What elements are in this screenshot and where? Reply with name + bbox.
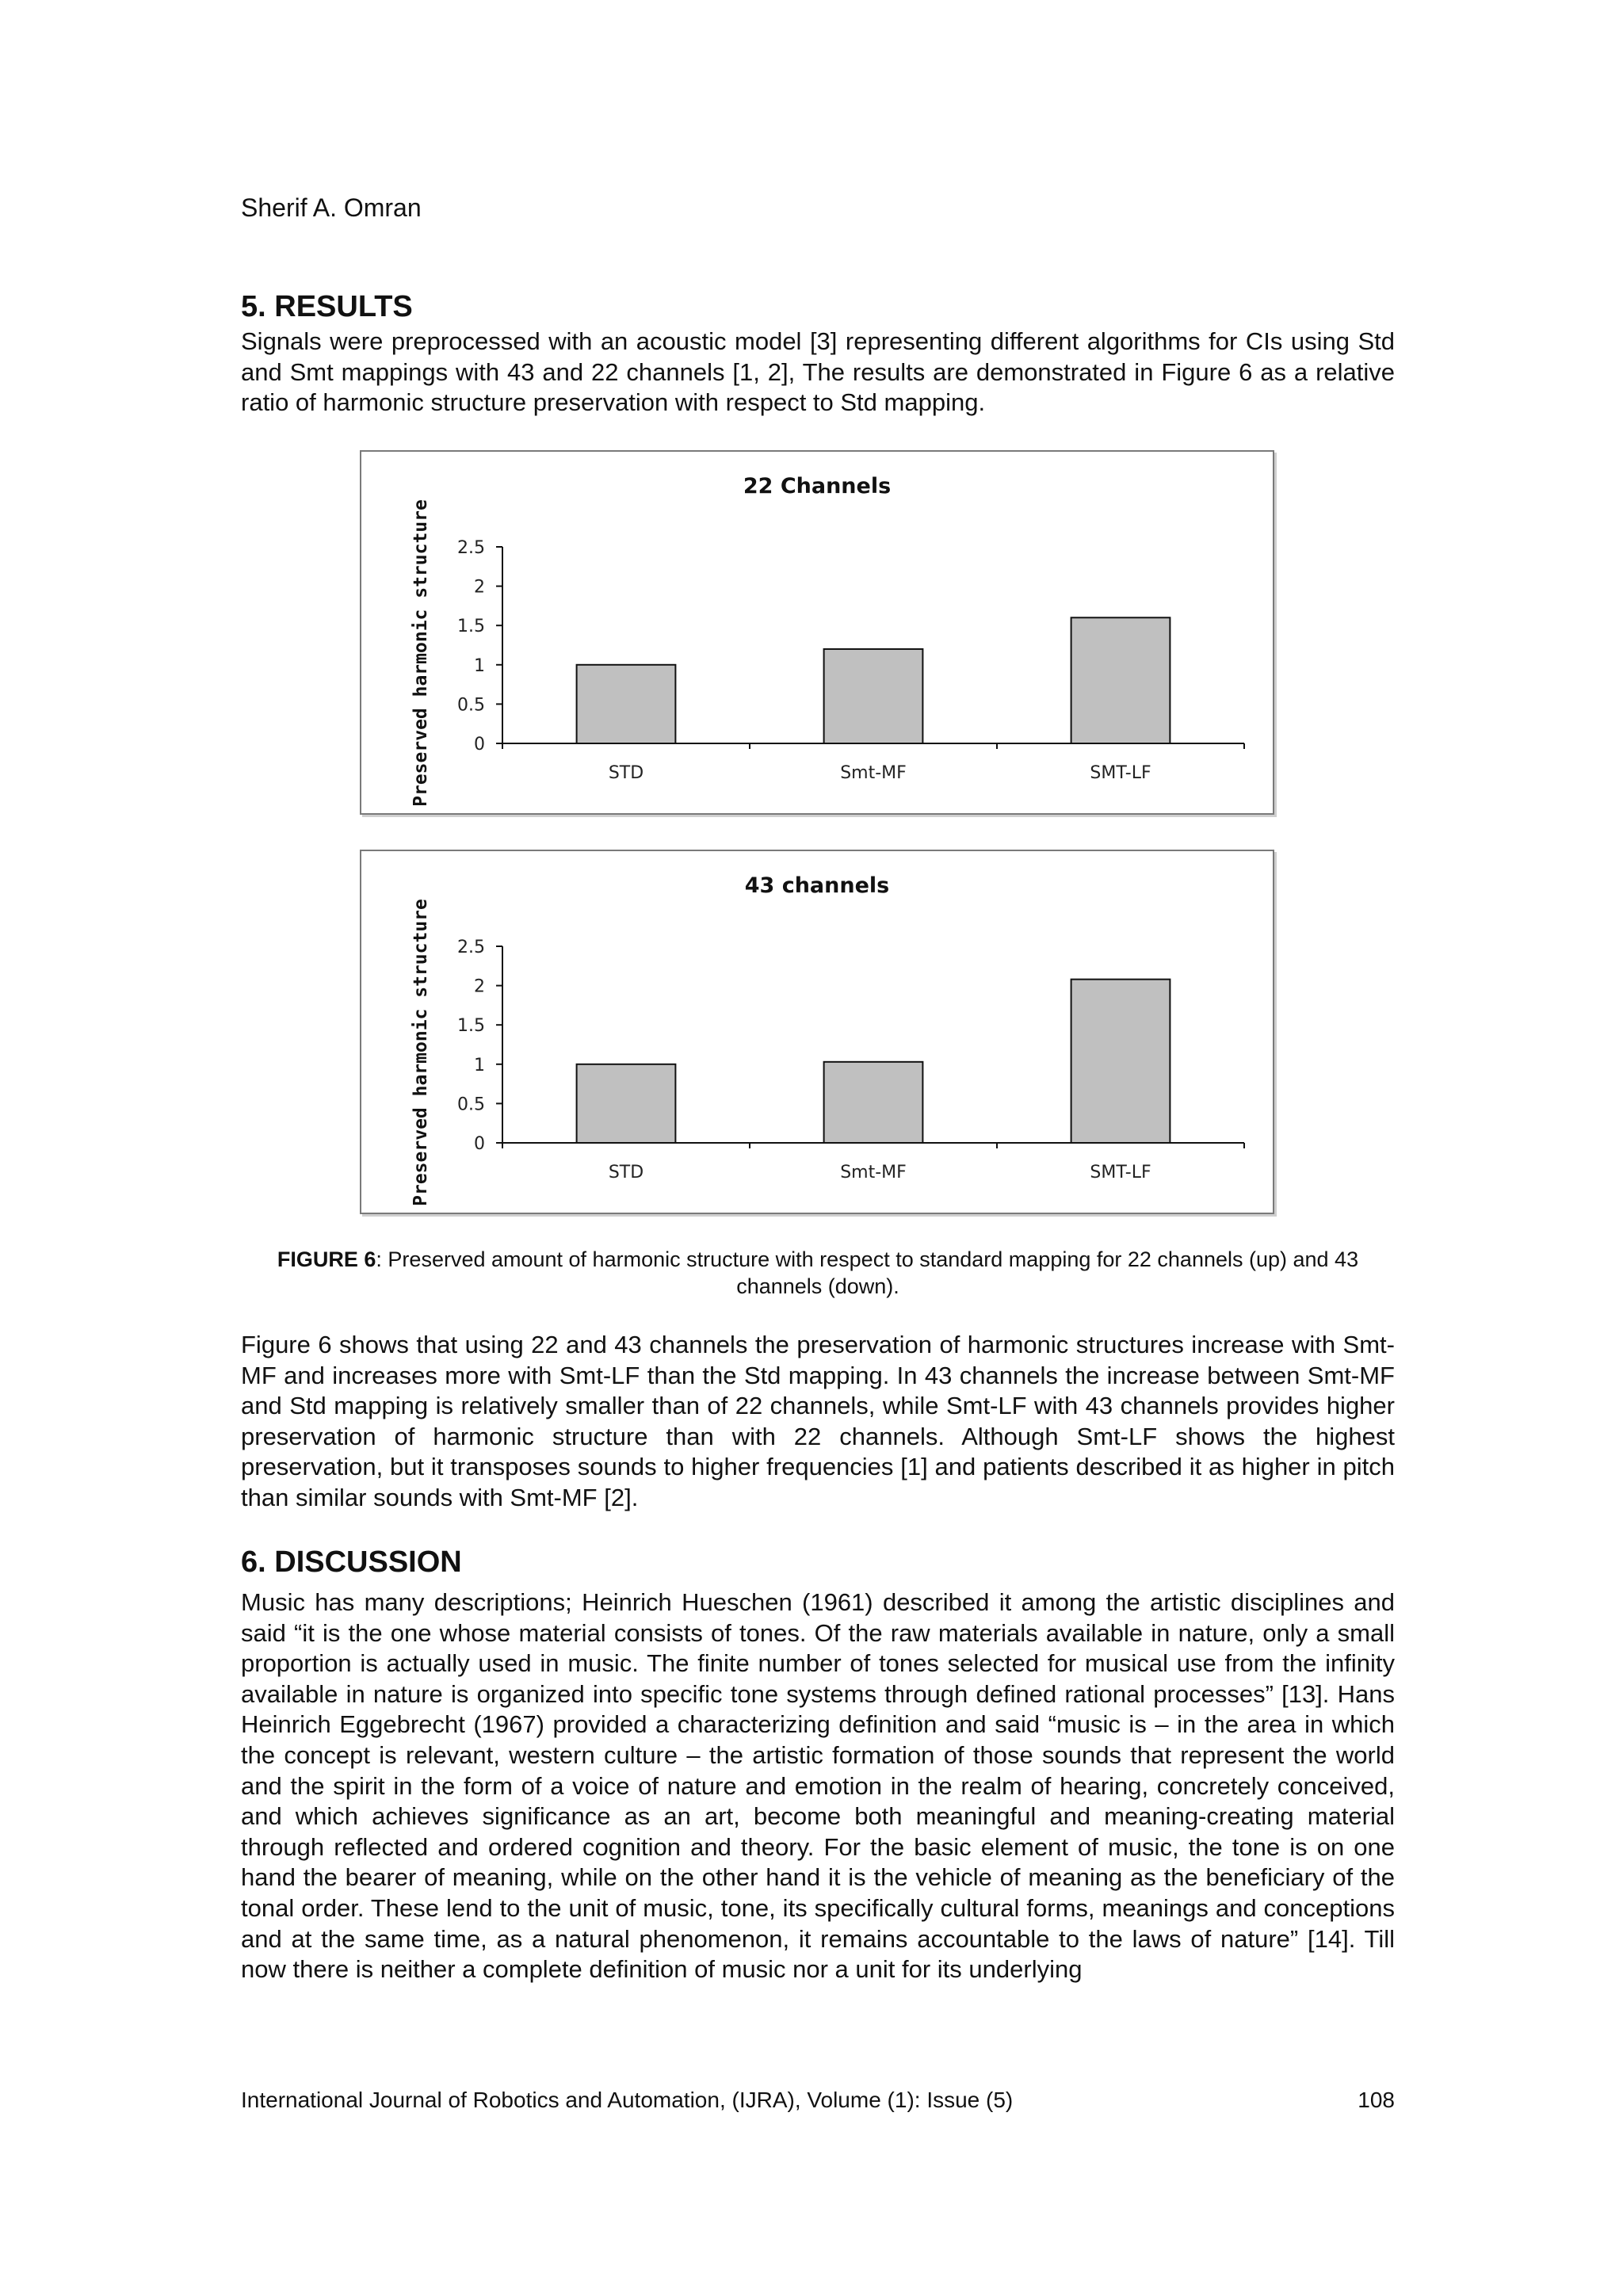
y-tick-label: 0	[474, 1134, 485, 1154]
chart-title: 43 channels	[744, 873, 890, 898]
chart-22-channels	[360, 450, 1274, 815]
bar-std	[577, 1064, 676, 1143]
analysis-paragraph: Figure 6 shows that using 22 and 43 channels the preservation of harmonic structures increase with Smt-MF and increases more with Smt-LF than the Std mapping. In 43 channels the increase between Smt-MF and Std mapping is relatively smaller than of 22 channels, while Smt-LF with 43 channels provides higher preservation of harmonic structure than with 22 channels. Although Smt-LF shows the highest preservation, but it transposes sounds to higher frequencies [1] and patients described it as higher in pitch than similar sounds with Smt-MF [2].	[241, 1331, 1395, 1511]
figure-caption	[241, 1246, 1395, 1300]
chart-43-channels-svg	[361, 851, 1273, 1213]
y-tick-label: 1.5	[457, 1016, 485, 1037]
discussion-paragraph: Music has many descriptions; Heinrich Hueschen (1961) described it among the artistic disciplines and said “it is the one whose material consists of tones. Of the raw materials available in nature, only a small proportion is actually used in music. The finite number of tones selected for musical use from the infinity available in nature is organized into specific tone systems through defined rational processes” [13]. Hans Heinrich Eggebrecht (1967) provided a characterizing definition and said “music is – in the area in which the concept is relevant, western culture – the artistic formation of those sounds that represent the world and the spirit in the form of a voice of nature and emotion in the realm of hearing, concretely conceived, and which achieves significance as an art, become both meaningful and meaning-creating material through reflected and ordered cognition and theory. For the basic element of music, the tone is on one hand the bearer of meaning, while on the other hand it is the vehicle of meaning as the beneficiary of the tonal order. These lend to the unit of music, tone, its specifically cultural forms, meanings and conceptions and at the same time, as a natural phenomenon, it remains accountable to the laws of nature” [14]. Till now there is neither a complete definition of music nor a unit for its underlying	[241, 1588, 1395, 1984]
x-tick-label: STD	[608, 763, 644, 783]
discussion-section	[241, 1587, 1395, 1985]
bar-smt-lf	[1071, 980, 1170, 1143]
chart-22-channels-svg	[361, 452, 1273, 813]
analysis-section	[241, 1330, 1395, 1514]
y-tick-label: 2	[474, 976, 485, 997]
results-section	[241, 327, 1395, 418]
x-tick-label: SMT-LF	[1090, 1163, 1151, 1182]
bar-smt-lf	[1071, 617, 1170, 743]
y-tick-label: 1	[474, 655, 485, 676]
footer-journal: International Journal of Robotics and Automation, (IJRA), Volume (1): Issue (5)	[241, 2088, 1014, 2112]
figure-caption-text: : Preserved amount of harmonic structure with respect to standard mapping for 22 channels (up) and 43 channels (down).	[376, 1247, 1359, 1298]
x-tick-label: Smt-MF	[840, 763, 907, 783]
y-tick-label: 2.5	[457, 938, 485, 957]
y-tick-label: 2.5	[457, 538, 485, 558]
y-axis-label: Preserved harmonic structure	[411, 899, 431, 1206]
x-tick-label: Smt-MF	[840, 1163, 907, 1182]
bar-smt-mf	[824, 649, 923, 743]
y-tick-label: 2	[474, 577, 485, 598]
bar-std	[577, 665, 676, 743]
results-heading: 5. RESULTS	[241, 290, 413, 323]
y-tick-label: 1	[474, 1055, 485, 1075]
discussion-heading: 6. DISCUSSION	[241, 1545, 462, 1579]
y-tick-label: 0	[474, 735, 485, 755]
y-tick-label: 0.5	[457, 1095, 485, 1115]
x-tick-label: SMT-LF	[1090, 763, 1151, 783]
running-header-author: Sherif A. Omran	[241, 193, 422, 222]
page-number: 108	[1358, 2088, 1395, 2112]
y-tick-label: 1.5	[457, 617, 485, 637]
y-tick-label: 0.5	[457, 695, 485, 716]
page-footer	[241, 2088, 1395, 2113]
y-axis-label: Preserved harmonic structure	[411, 499, 431, 807]
results-paragraph: Signals were preprocessed with an acoustic model [3] representing different algorithms for CIs using Std and Smt mappings with 43 and 22 channels [1, 2], The results are demonstrated in Figure 6 as a relative ratio of harmonic structure preservation with respect to Std mapping.	[241, 327, 1395, 417]
chart-title: 22 Channels	[743, 474, 892, 499]
x-tick-label: STD	[608, 1163, 644, 1182]
bar-smt-mf	[824, 1062, 923, 1143]
figure-label: FIGURE 6	[277, 1247, 376, 1271]
chart-43-channels	[360, 850, 1274, 1214]
